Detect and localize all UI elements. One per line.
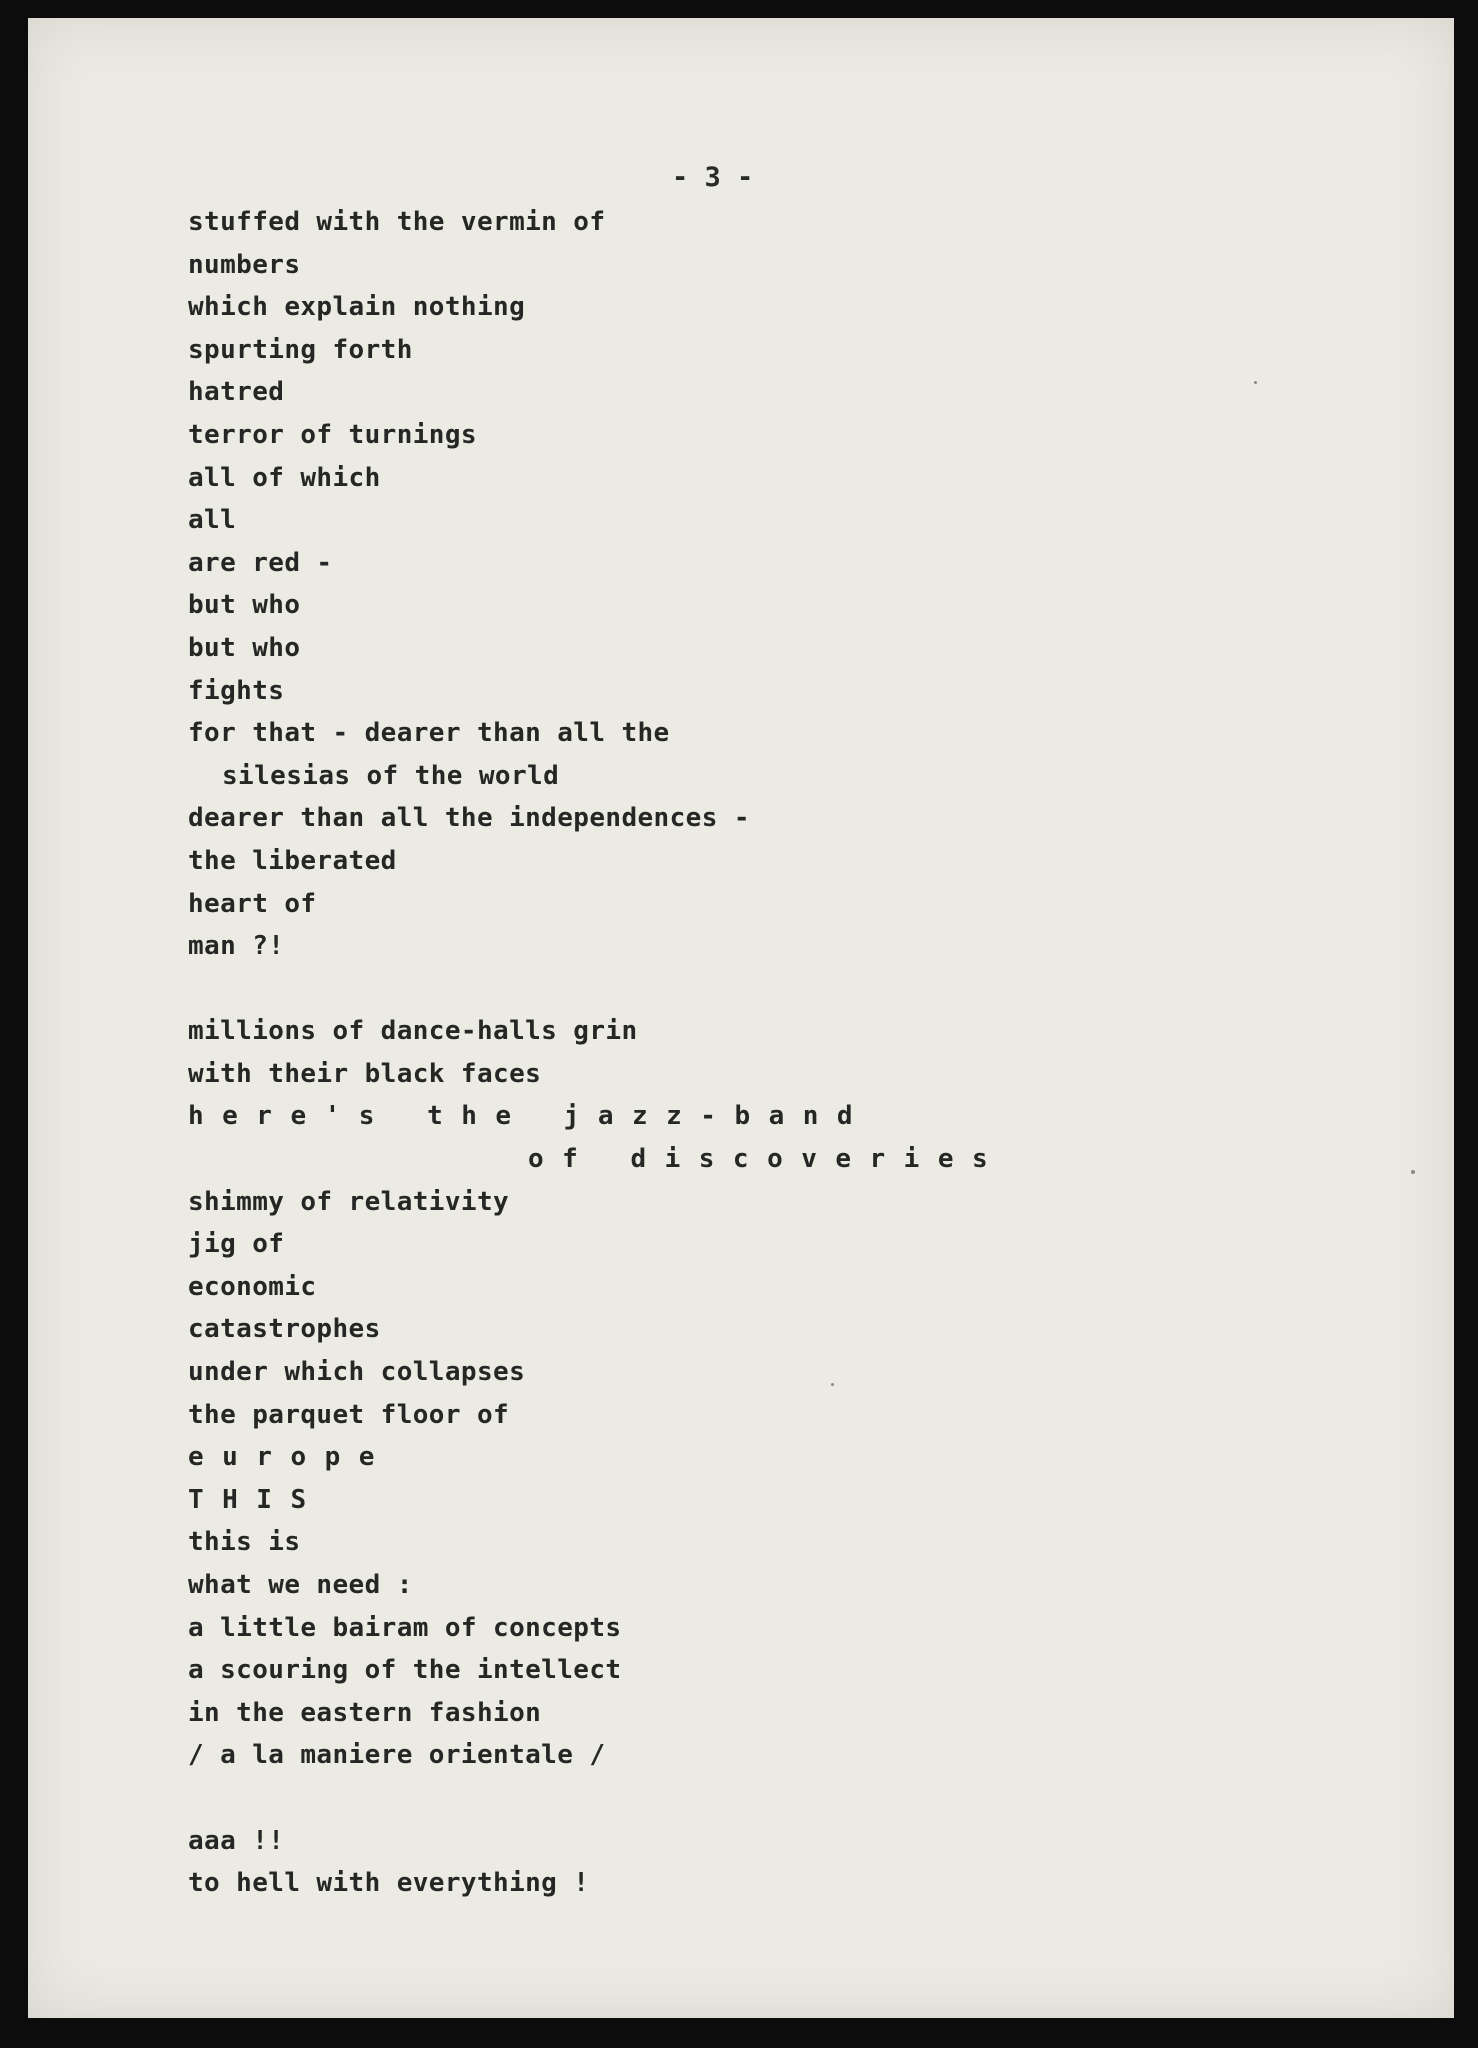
poem-line: a scouring of the intellect <box>188 1655 622 1686</box>
poem-line: all of which <box>188 462 381 493</box>
poem-line: hatred <box>188 377 285 408</box>
poem-line: / a la maniere orientale / <box>188 1740 606 1771</box>
poem-line-indented: silesias of the world <box>222 760 560 791</box>
typewritten-page <box>28 18 1454 2018</box>
poem-line: the parquet floor of <box>188 1399 510 1430</box>
poem-line: catastrophes <box>188 1314 381 1345</box>
poem-text <box>188 201 1006 1905</box>
stanza-break <box>188 968 1006 1011</box>
poem-line-spaced: europe <box>188 1442 393 1473</box>
poem-line-spaced: THIS <box>188 1484 325 1515</box>
paper-speck <box>1411 1170 1415 1174</box>
poem-line: but who <box>188 632 301 663</box>
poem-line: but who <box>188 590 301 621</box>
poem-line: to hell with everything ! <box>188 1868 590 1899</box>
poem-line: shimmy of relativity <box>188 1186 510 1217</box>
poem-line: a little bairam of concepts <box>188 1612 622 1643</box>
poem-line: man ?! <box>188 931 285 962</box>
poem-line: heart of <box>188 888 317 919</box>
paper-speck <box>831 1383 834 1386</box>
poem-line: this is <box>188 1527 301 1558</box>
poem-line: spurting forth <box>188 334 413 365</box>
poem-line: all <box>188 505 237 536</box>
poem-line: with their black faces <box>188 1058 542 1089</box>
poem-line: stuffed with the vermin of <box>188 207 606 237</box>
poem-line: dearer than all the independences - <box>188 803 750 834</box>
poem-line: what we need : <box>188 1570 413 1600</box>
poem-line: fights <box>188 675 285 706</box>
paper-speck <box>1254 381 1257 384</box>
poem-line: are red - <box>188 547 333 578</box>
poem-line-spaced: here's the jazz-band <box>188 1101 872 1132</box>
poem-line: the liberated <box>188 845 397 876</box>
poem-line: for that - dearer than all the <box>188 718 670 749</box>
poem-line: which explain nothing <box>188 292 526 323</box>
poem-line: aaa !! <box>188 1825 285 1856</box>
poem-line-spaced-right: of discoveries <box>528 1144 1007 1175</box>
stanza-break <box>188 1777 1006 1820</box>
poem-line: jig of <box>188 1229 285 1260</box>
poem-line: in the eastern fashion <box>188 1697 542 1728</box>
poem-line: under which collapses <box>188 1357 526 1388</box>
page-number: - 3 - <box>672 162 754 193</box>
poem-line: terror of turnings <box>188 419 477 450</box>
poem-line: numbers <box>188 249 301 280</box>
poem-line: millions of dance-halls grin <box>188 1016 638 1047</box>
poem-line: economic <box>188 1271 317 1302</box>
